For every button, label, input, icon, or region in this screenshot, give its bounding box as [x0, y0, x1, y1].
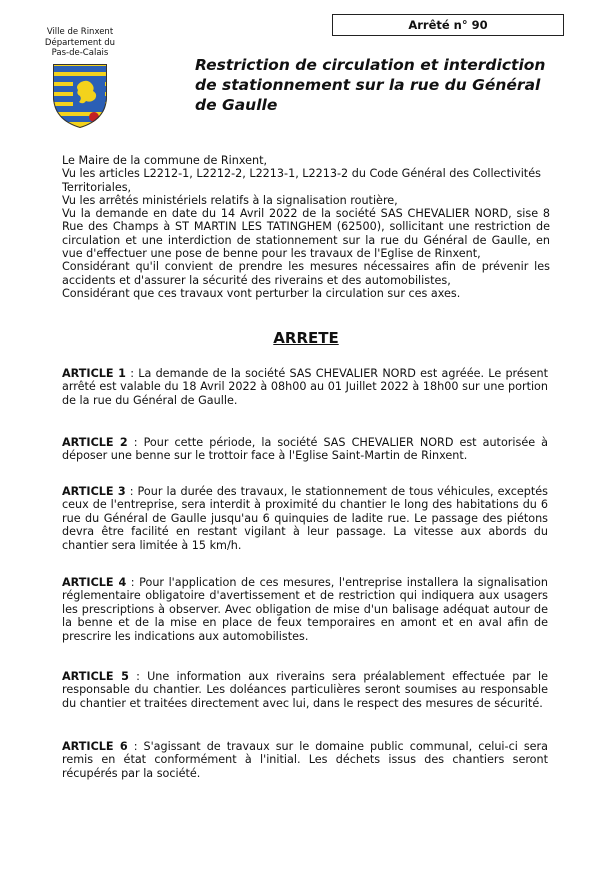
article-6	[62, 740, 548, 780]
ville-line: Ville de Rinxent	[46, 27, 114, 37]
page-title: Restriction de circulation et interdiction de stationnement sur la rue du Général de Gaulle	[195, 56, 546, 114]
preamble-line: Considérant que ces travaux vont perturber la circulation sur ces axes.	[62, 286, 461, 300]
article-text: : Une information aux riverains sera préalablement effectuée par le responsable du chantier. Les doléances particulières seront soumises au responsable du chantier et traitées directement avec lui, dans le respect des mesures de sécurité.	[62, 670, 548, 710]
article-label: ARTICLE 5	[62, 670, 129, 683]
article-text: : S'agissant de travaux sur le domaine public communal, celui-ci sera remis en état conformément à l'initial. Les déchets issus des chantiers seront récupérés par la société.	[62, 740, 548, 780]
article-text: : La demande de la société SAS CHEVALIER NORD est agréée. Le présent arrêté est valable du 18 Avril 2022 à 08h00 au 01 Juillet 2022 à 18h00 sur une portion de la rue du Général de Gaulle.	[62, 367, 548, 407]
article-label: ARTICLE 3	[62, 485, 126, 498]
article-text: : Pour cette période, la société SAS CHEVALIER NORD est autorisée à déposer une benne sur le trottoir face à l'Eglise Saint-Martin de Rinxent.	[62, 436, 548, 463]
article-5	[62, 670, 548, 710]
article-4	[62, 576, 548, 643]
preamble-line: Vu les articles L2212-1, L2212-2, L2213-1, L2213-2 du Code Général des Collectivités Territoriales,	[62, 167, 541, 194]
article-3	[62, 485, 548, 552]
arrete-number: Arrêté n° 90	[408, 18, 488, 32]
coat-of-arms-icon	[51, 62, 109, 130]
preamble	[62, 154, 550, 300]
preamble-line: Considérant qu'il convient de prendre les mesures nécessaires afin de prévenir les accidents et d'assurer la sécurité des riverains et des automobilistes,	[62, 260, 550, 287]
article-label: ARTICLE 2	[62, 436, 128, 449]
article-text: : Pour la durée des travaux, le stationnement de tous véhicules, exceptés ceux de l'entreprise, sera interdit à proximité du chantier le long des habitations du 6 rue du Général de Gaulle jusqu'au 6 quinquies de ladite rue. Le passage des piétons devra être facilité en restant vigilant à leur passage. La vitesse aux abords du chantier sera limitée à 15 km/h.	[62, 485, 548, 552]
preamble-line: Le Maire de la commune de Rinxent,	[62, 154, 268, 167]
article-1	[62, 367, 548, 407]
article-label: ARTICLE 6	[62, 740, 128, 753]
preamble-line: Vu la demande en date du 14 Avril 2022 de la société SAS CHEVALIER NORD, sise 8 Rue des Champs à ST MARTIN LES TATINGHEM (62500), sollicitant une restriction de circulation et une interdiction de stationnement sur la rue du Général de Gaulle, en vue d'effectuer une pose de benne pour les travaux de l'Eglise de Rinxent,	[62, 207, 550, 261]
arrete-heading: ARRETE	[273, 329, 339, 347]
arrete-number-box	[332, 14, 564, 36]
region-line: Pas-de-Calais	[51, 48, 109, 58]
departement-line: Département du	[44, 37, 116, 48]
article-label: ARTICLE 4	[62, 576, 127, 589]
article-text: : Pour l'application de ces mesures, l'entreprise installera la signalisation réglementaire obligatoire d'avertissement et de restriction qui indiquera aux usagers les prescriptions à observer. Avec obligation de mise d'un balisage adéquat autour de la benne et de la mise en place de feux temporaires en amont et en aval afin de prescrire les indications aux automobilistes.	[62, 576, 548, 643]
municipality-block	[30, 27, 130, 59]
article-2	[62, 436, 548, 463]
preamble-line: Vu les arrêtés ministériels relatifs à la signalisation routière,	[62, 193, 398, 207]
article-label: ARTICLE 1	[62, 367, 126, 380]
